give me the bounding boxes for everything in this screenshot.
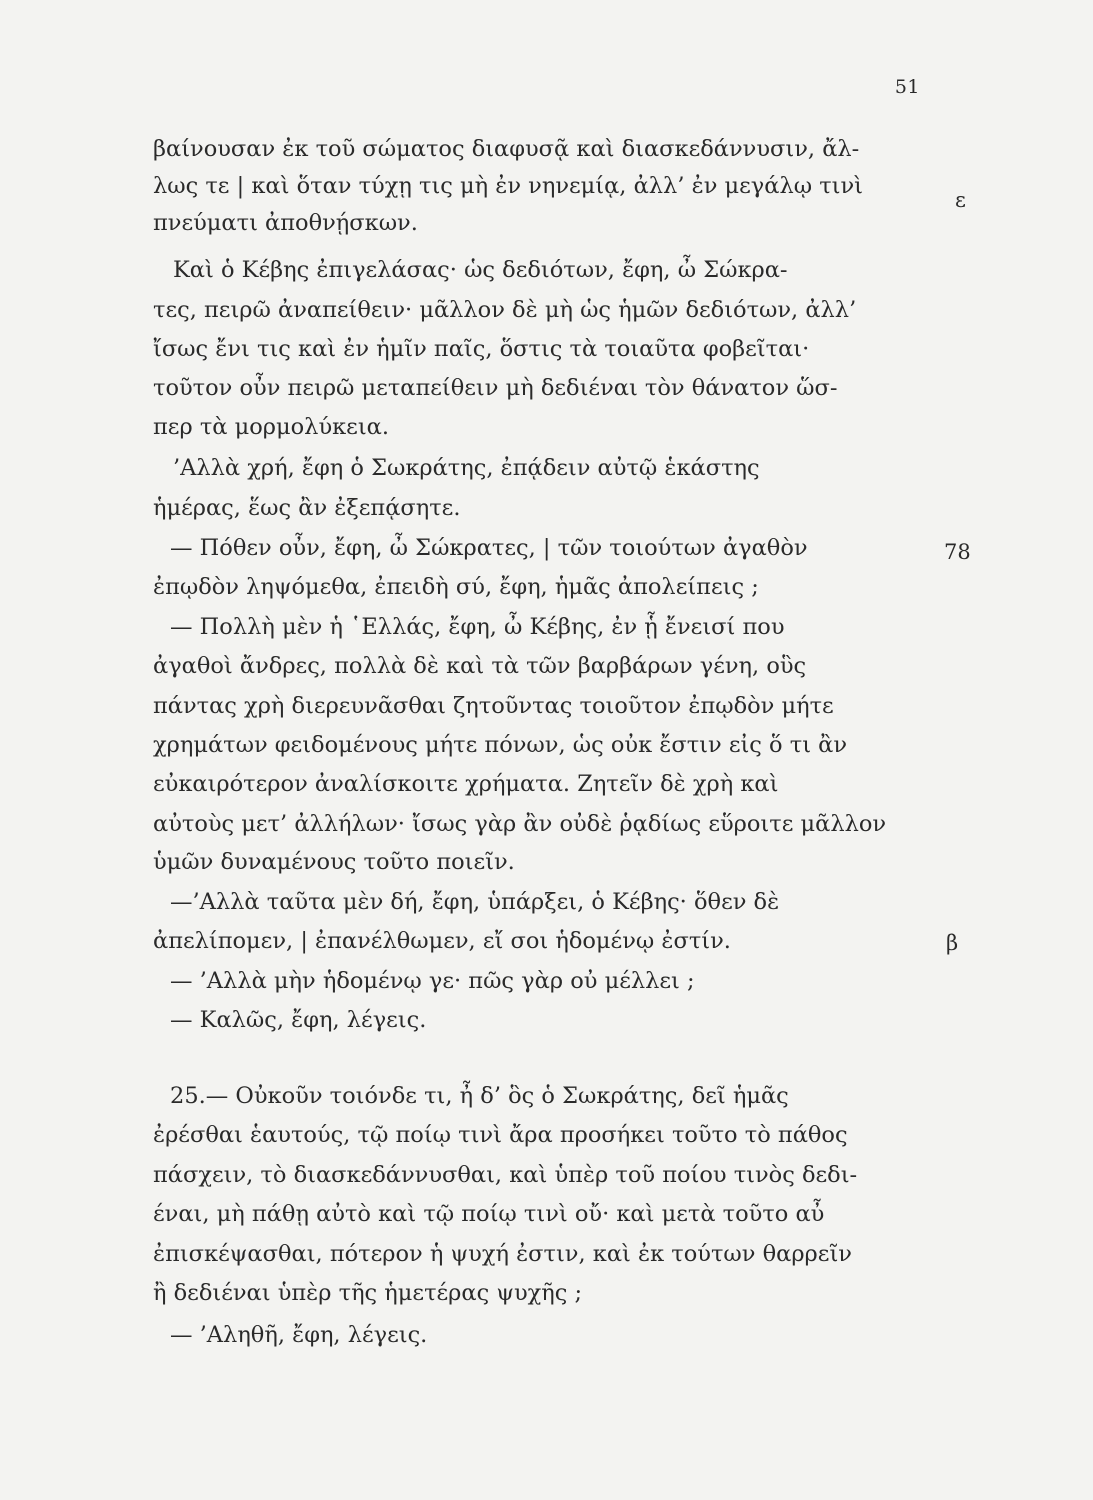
text-line: 25.— Οὐκοῦν τοιόνδε τι, ἦ δ’ ὃς ὁ Σωκράτης, δεῖ ἡμᾶς — [170, 1083, 789, 1109]
text-line: ’Αλλὰ χρή, ἔφη ὁ Σωκράτης, ἐπᾴδειν αὐτῷ ἑκάστης — [173, 455, 760, 481]
margin-section-marker: ε — [955, 188, 966, 212]
text-line: πάσχειν, τὸ διασκεδάννυσθαι, καὶ ὑπὲρ τοῦ ποίου τινὸς δεδι- — [153, 1162, 858, 1188]
text-line: έναι, μὴ πάθῃ αὐτὸ καὶ τῷ ποίῳ τινὶ οὔ· καὶ μετὰ τοῦτο αὖ — [153, 1201, 825, 1227]
text-line: —’Αλλὰ ταῦτα μὲν δή, ἔφη, ὑπάρξει, ὁ Κέβης· ὅθεν δὲ — [170, 889, 780, 915]
text-line: ὑμῶν δυναμένους τοῦτο ποιεῖν. — [153, 849, 515, 875]
text-line: Καὶ ὁ Κέβης ἐπιγελάσας· ὡς δεδιότων, ἔφη, ὦ Σώκρα- — [173, 257, 788, 283]
text-line: — Πόθεν οὖν, ἔφη, ὦ Σώκρατες, | τῶν τοιούτων ἀγαθὸν — [170, 535, 808, 561]
text-line: ἐρέσθαι ἑαυτούς, τῷ ποίῳ τινὶ ἄρα προσήκει τοῦτο τὸ πάθος — [153, 1122, 848, 1148]
margin-section-marker: β — [946, 931, 959, 955]
text-line: — Πολλὴ μὲν ἡ ῾Ελλάς, ἔφη, ὦ Κέβης, ἐν ᾗ ἔνεισί που — [170, 614, 785, 640]
text-line: ἀπελίπομεν, | ἐπανέλθωμεν, εἴ σοι ἡδομένῳ ἐστίν. — [153, 928, 731, 954]
text-line: ἐπισκέψασθαι, πότερον ἡ ψυχή ἐστιν, καὶ ἐκ τούτων θαρρεῖν — [153, 1241, 852, 1267]
text-line: τες, πειρῶ ἀναπείθειν· μᾶλλον δὲ μὴ ὡς ἡμῶν δεδιότων, ἀλλ’ — [153, 297, 857, 323]
text-line: εὐκαιρότερον ἀναλίσκοιτε χρήματα. Ζητεῖν δὲ χρὴ καὶ — [153, 771, 779, 797]
text-line: — ’Αληθῆ, ἔφη, λέγεις. — [170, 1322, 428, 1348]
text-line: αὐτοὺς μετ’ ἀλλήλων· ἴσως γὰρ ἂν οὐδὲ ῥᾳδίως εὕροιτε μᾶλλον — [153, 811, 887, 837]
text-line: τοῦτον οὖν πειρῶ μεταπείθειν μὴ δεδιέναι τὸν θάνατον ὥσ- — [153, 375, 838, 401]
text-line: — Καλῶς, ἔφη, λέγεις. — [170, 1007, 427, 1033]
text-line: χρημάτων φειδομένους μήτε πόνων, ὡς οὐκ ἔστιν εἰς ὅ τι ἂν — [153, 732, 848, 758]
text-line: — ’Αλλὰ μὴν ἡδομένῳ γε· πῶς γὰρ οὐ μέλλει ; — [170, 968, 695, 994]
text-line: βαίνουσαν ἐκ τοῦ σώματος διαφυσᾷ καὶ διασκεδάννυσιν, ἄλ- — [153, 136, 860, 162]
text-line: ἢ δεδιέναι ὑπὲρ τῆς ἡμετέρας ψυχῆς ; — [153, 1280, 583, 1306]
text-line: ἡμέρας, ἕως ἂν ἐξεπᾴσητε. — [153, 495, 461, 521]
text-line: ἀγαθοὶ ἄνδρες, πολλὰ δὲ καὶ τὰ τῶν βαρβάρων γένη, οὓς — [153, 653, 807, 679]
text-line: πνεύματι ἀποθνῄσκων. — [153, 210, 418, 236]
text-line: περ τὰ μορμολύκεια. — [153, 414, 390, 440]
text-line: ἴσως ἔνι τις καὶ ἐν ἡμῖν παῖς, ὅστις τὰ τοιαῦτα φοβεῖται· — [153, 336, 810, 362]
text-line: πάντας χρὴ διερευνᾶσθαι ζητοῦντας τοιοῦτον ἐπῳδὸν μήτε — [153, 693, 834, 719]
margin-stephanus-number: 78 — [944, 540, 971, 564]
text-line: λως τε | καὶ ὅταν τύχῃ τις μὴ ἐν νηνεμίᾳ, ἀλλ’ ἐν μεγάλῳ τινὶ — [153, 173, 863, 199]
page-number: 51 — [894, 76, 920, 98]
text-line: ἐπῳδὸν ληψόμεθα, ἐπειδὴ σύ, ἔφη, ἡμᾶς ἀπολείπεις ; — [153, 574, 759, 600]
